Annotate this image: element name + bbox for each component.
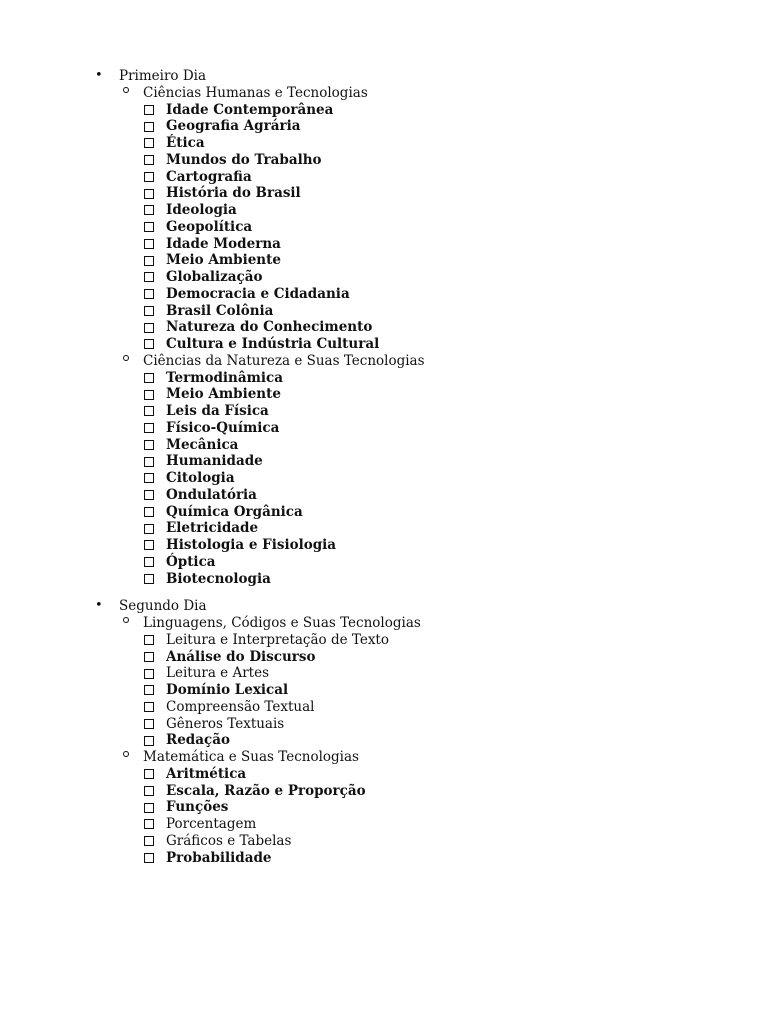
topic-list-item [0,783,768,800]
topic-label: Termodinâmica [166,369,283,386]
topic-label: Biotecnologia [166,570,271,587]
area-title: Ciências Humanas e Tecnologias [143,84,368,101]
topic-label: Natureza do Conhecimento [166,319,373,336]
topic-list-item [0,102,768,119]
topic-list-item [0,699,768,716]
topic-label: Ondulatória [166,486,257,503]
topic-list-item [0,252,768,269]
topic-label: Redação [166,732,230,749]
topic-list-item [0,850,768,867]
area-list-item [0,85,768,102]
topic-list-item [0,185,768,202]
bullet-disc-icon: • [95,598,103,614]
area-list-item [0,615,768,632]
topic-list-item [0,487,768,504]
topic-label: Óptica [166,553,216,570]
topic-label: Química Orgânica [166,503,303,520]
topic-list-item [0,420,768,437]
topic-list-item [0,554,768,571]
area-title: Ciências da Natureza e Suas Tecnologias [143,352,425,369]
topic-list-item [0,370,768,387]
topic-list-item [0,269,768,286]
topic-list-item [0,716,768,733]
area-title: Matemática e Suas Tecnologias [143,749,359,765]
topic-label: Ideologia [166,202,237,218]
topic-list-item [0,799,768,816]
topic-list-item [0,571,768,588]
topic-list-item [0,665,768,682]
topic-list-item [0,504,768,521]
topic-list-item [0,386,768,403]
topic-label: Porcentagem [166,816,257,832]
topic-label: Humanidade [166,453,263,470]
topic-list-item [0,219,768,236]
topic-list-item [0,470,768,487]
topic-list-item [0,403,768,420]
topic-list-item [0,437,768,454]
topic-label: Meio Ambiente [166,386,281,403]
topic-label: Cultura e Indústria Cultural [166,336,380,352]
topic-list-item [0,520,768,537]
area-list-item [0,749,768,766]
topic-list-item [0,453,768,470]
area-list-item [0,353,768,370]
topic-label: Histologia e Fisiologia [166,537,337,553]
topic-label: Leitura e Artes [166,665,270,682]
topic-label: Citologia [166,470,235,486]
topic-list-item [0,336,768,353]
topic-label: Probabilidade [166,849,272,866]
topic-label: Mecânica [166,436,239,453]
topic-list-item [0,833,768,850]
topic-list-item [0,202,768,219]
topic-label: Democracia e Cidadania [166,285,350,302]
topic-label: Idade Moderna [166,235,281,252]
bullet-disc-icon: • [95,68,103,83]
topic-label: Físico-Química [166,419,280,436]
topic-label: Funções [166,799,229,816]
topic-list-item [0,732,768,749]
topic-label: Meio Ambiente [166,252,281,269]
topic-list-item [0,766,768,783]
topic-label: Compreensão Textual [166,698,315,715]
topic-label: Geografia Agrária [166,118,301,135]
day-list-item [0,598,768,615]
day-section-segundo-dia [0,598,768,866]
topic-list-item [0,135,768,152]
topic-list-item [0,632,768,649]
topic-label: História do Brasil [166,185,301,202]
topic-label: Brasil Colônia [166,302,274,319]
topic-label: Gêneros Textuais [166,715,285,732]
day-title: Primeiro Dia [119,68,207,84]
topic-label: Globalização [166,269,263,285]
topic-list-item [0,319,768,336]
topic-list-item [0,682,768,699]
topic-label: Idade Contemporânea [166,101,334,118]
topic-label: Geopolítica [166,218,253,235]
topic-label: Gráficos e Tabelas [166,832,292,849]
topic-label: Análise do Discurso [166,648,316,665]
topic-label: Leitura e Interpretação de Texto [166,631,389,648]
area-title: Linguagens, Códigos e Suas Tecnologias [143,615,421,631]
day-title: Segundo Dia [119,598,207,615]
topic-list-item [0,286,768,303]
topic-list-item [0,152,768,169]
day-list-item [0,68,768,85]
topic-list-item [0,236,768,253]
topic-label: Eletricidade [166,520,259,537]
topic-label: Aritmética [166,765,247,782]
topic-list-item [0,303,768,320]
topic-list-item [0,118,768,135]
topic-label: Leis da Física [166,403,269,419]
topic-list-item [0,537,768,554]
topic-label: Ética [166,135,205,151]
topic-label: Domínio Lexical [166,682,289,698]
topic-list-item [0,816,768,833]
topic-label: Cartografia [166,168,252,185]
topic-list-item [0,649,768,666]
document-page [0,68,768,877]
topic-label: Escala, Razão e Proporção [166,782,366,799]
topic-label: Mundos do Trabalho [166,151,322,168]
topic-list-item [0,169,768,186]
day-section-primeiro-dia [0,68,768,587]
